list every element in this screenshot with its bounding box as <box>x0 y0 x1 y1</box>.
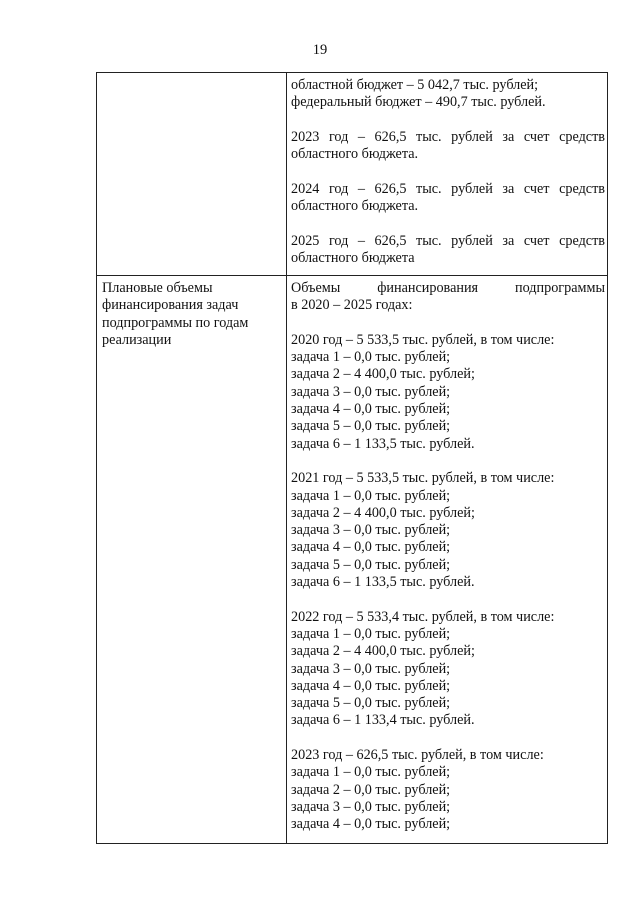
label-line: Плановые объемы <box>102 280 213 296</box>
text-line: областной бюджет – 5 042,7 тыс. рублей; <box>291 77 539 93</box>
text-line: задача 6 – 1 133,4 тыс. рублей. <box>291 712 475 729</box>
text-line: задача 1 – 0,0 тыс. рублей; <box>291 764 451 781</box>
row2-value-cell <box>291 280 605 834</box>
text-line: 2023 год – 626,5 тыс. рублей за счет средств <box>291 128 605 145</box>
text-line: задача 5 – 0,0 тыс. рублей; <box>291 695 451 712</box>
text-line: задача 6 – 1 133,5 тыс. рублей. <box>291 574 475 591</box>
text-line: задача 2 – 4 400,0 тыс. рублей; <box>291 643 475 660</box>
text-line: задача 2 – 0,0 тыс. рублей; <box>291 781 451 798</box>
text-line: в 2020 – 2025 годах: <box>291 297 413 314</box>
paragraph-gap <box>291 112 605 129</box>
text-line: задача 4 – 0,0 тыс. рублей; <box>291 401 451 418</box>
text-line: задача 1 – 0,0 тыс. рублей; <box>291 625 451 642</box>
paragraph-gap <box>291 730 605 747</box>
label-line: подпрограммы по годам <box>102 314 249 331</box>
label-line: реализации <box>102 331 172 348</box>
text-line: областного бюджета. <box>291 198 419 215</box>
text-line: задача 2 – 4 400,0 тыс. рублей; <box>291 504 475 521</box>
paragraph-gap <box>291 591 605 608</box>
text-line: задача 3 – 0,0 тыс. рублей; <box>291 798 451 815</box>
text-line: задача 3 – 0,0 тыс. рублей; <box>291 660 451 677</box>
label-line: финансирования задач <box>102 297 239 314</box>
text-line: задача 5 – 0,0 тыс. рублей; <box>291 418 451 435</box>
financing-table <box>96 72 608 844</box>
text-line: 2023 год – 626,5 тыс. рублей, в том числе: <box>291 747 544 764</box>
paragraph-gap <box>291 215 605 232</box>
column-divider <box>286 73 287 843</box>
text-line: задача 1 – 0,0 тыс. рублей; <box>291 487 451 504</box>
text-line: областного бюджета. <box>291 146 419 163</box>
paragraph-gap <box>291 453 605 470</box>
text-line: задача 3 – 0,0 тыс. рублей; <box>291 522 451 539</box>
text-line: федеральный бюджет – 490,7 тыс. рублей. <box>291 94 546 111</box>
text-line: Объемы финансирования подпрограммы <box>291 280 605 296</box>
text-line: 2024 год – 626,5 тыс. рублей за счет средств <box>291 180 605 197</box>
text-line: задача 4 – 0,0 тыс. рублей; <box>291 816 451 833</box>
row2-label-cell <box>102 280 280 349</box>
text-line: задача 5 – 0,0 тыс. рублей; <box>291 556 451 573</box>
text-line: задача 4 – 0,0 тыс. рублей; <box>291 677 451 694</box>
paragraph-gap <box>291 163 605 180</box>
text-line: задача 4 – 0,0 тыс. рублей; <box>291 539 451 556</box>
paragraph-gap <box>291 315 605 332</box>
text-line: задача 3 – 0,0 тыс. рублей; <box>291 383 451 400</box>
text-line: задача 1 – 0,0 тыс. рублей; <box>291 349 451 366</box>
text-line: задача 2 – 4 400,0 тыс. рублей; <box>291 366 475 383</box>
text-line: 2025 год – 626,5 тыс. рублей за счет средств <box>291 232 605 249</box>
text-line: задача 6 – 1 133,5 тыс. рублей. <box>291 435 475 452</box>
row-divider <box>97 275 607 276</box>
row1-value-cell <box>291 77 605 267</box>
text-line: 2022 год – 5 533,4 тыс. рублей, в том числе: <box>291 608 555 625</box>
text-line: областного бюджета <box>291 249 415 266</box>
page-number: 19 <box>312 42 328 58</box>
text-line: 2020 год – 5 533,5 тыс. рублей, в том числе: <box>291 331 555 348</box>
text-line: 2021 год – 5 533,5 тыс. рублей, в том числе: <box>291 470 555 487</box>
